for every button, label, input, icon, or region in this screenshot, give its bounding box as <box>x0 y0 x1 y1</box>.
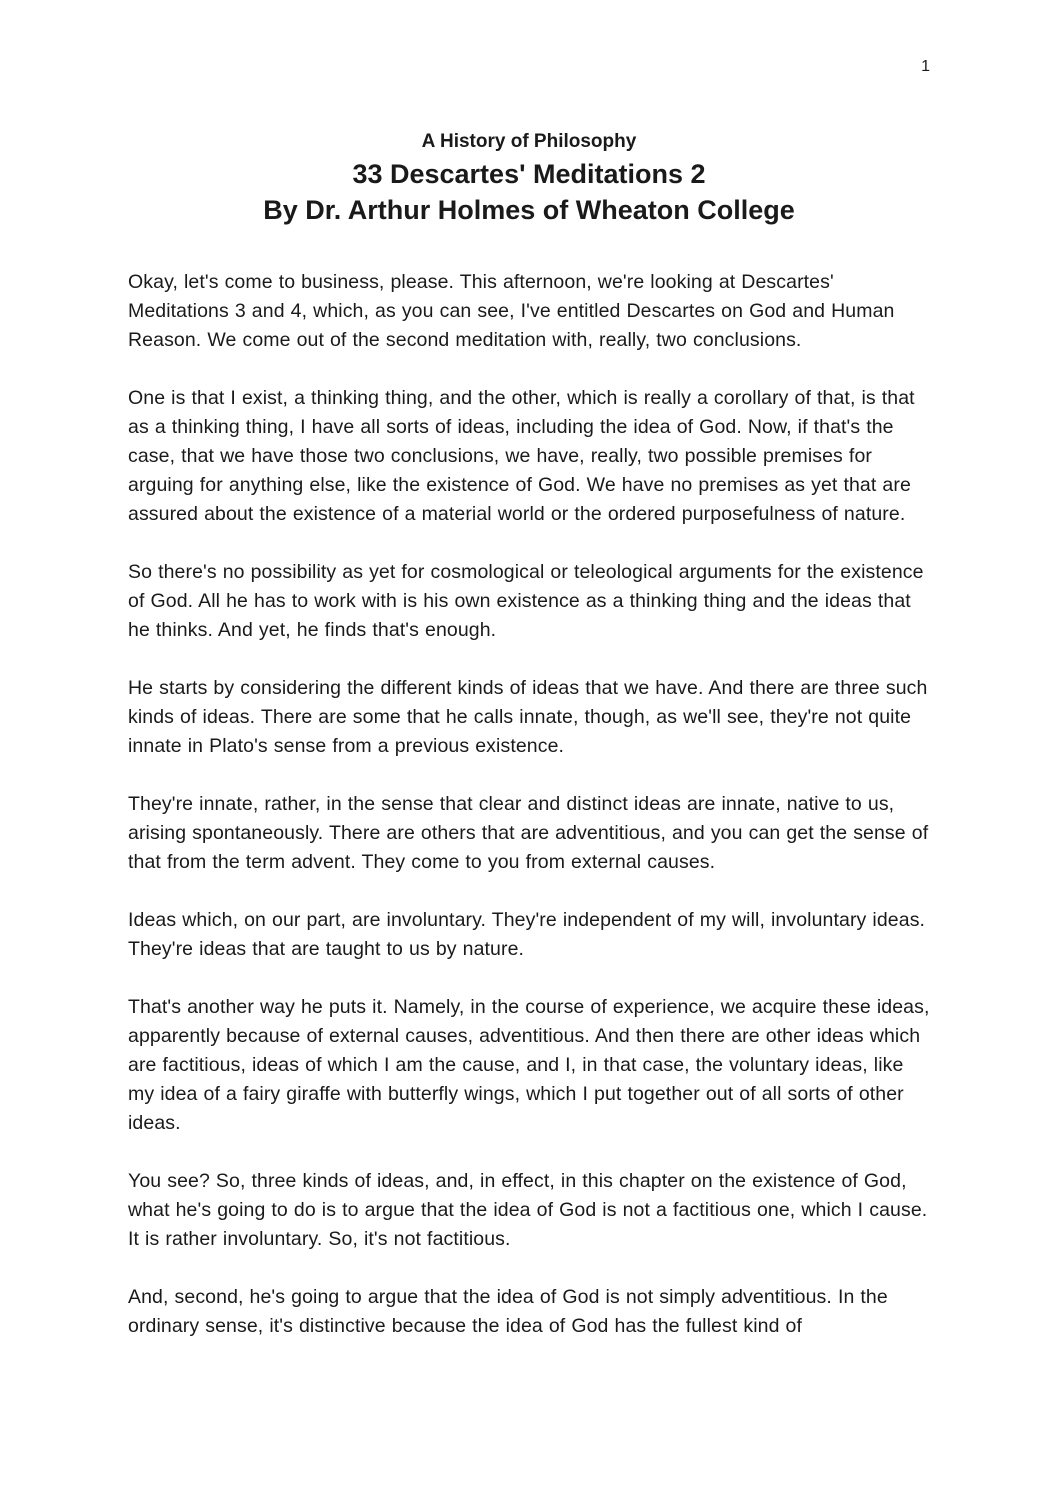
paragraph: And, second, he's going to argue that the idea of God is not simply adventitious. In the ordinary sense, it's distinctive because the idea of God has the fullest kind of <box>128 1286 888 1338</box>
paragraph: That's another way he puts it. Namely, in the course of experience, we acquire these ideas, apparently because of external causes, adventitious. And then there are other ideas which are factitious, ideas of which I am the cause, and I, in that case, the voluntary ideas, like my idea of a fairy giraffe with butterfly wings, which I put together out of all sorts of other ideas. <box>128 996 930 1135</box>
paragraph: So there's no possibility as yet for cosmological or teleological arguments for the existence of God. All he has to work with is his own existence as a thinking thing and the ideas that he thinks. And yet, he finds that's enough. <box>128 561 924 642</box>
paragraph: They're innate, rather, in the sense that clear and distinct ideas are innate, native to us, arising spontaneously. There are others that are adventitious, and you can get the sense of that from the term advent. They come to you from external causes. <box>128 793 929 874</box>
paragraphs-container <box>128 268 930 1341</box>
page-number: 1 <box>921 58 930 75</box>
title-block <box>128 128 930 228</box>
author-byline: By Dr. Arthur Holmes of Wheaton College <box>263 194 795 225</box>
paragraph: He starts by considering the different kinds of ideas that we have. And there are three such kinds of ideas. There are some that he calls innate, though, as we'll see, they're not quite innate in Plato's sense from a previous existence. <box>128 677 928 758</box>
paragraph: You see? So, three kinds of ideas, and, in effect, in this chapter on the existence of God, what he's going to do is to argue that the idea of God is not a factitious one, which I cause. It is rather involuntary. So, it's not factitious. <box>128 1170 928 1251</box>
lecture-title: 33 Descartes' Meditations 2 <box>352 158 706 189</box>
paragraph: Ideas which, on our part, are involuntary. They're independent of my will, involuntary ideas. They're ideas that are taught to us by nature. <box>128 909 926 961</box>
series-title: A History of Philosophy <box>421 131 637 152</box>
paragraph: Okay, let's come to business, please. This afternoon, we're looking at Descartes' Meditations 3 and 4, which, as you can see, I've entitled Descartes on God and Human Reason. We come out of the second meditation with, really, two conclusions. <box>128 271 895 352</box>
paragraph: One is that I exist, a thinking thing, and the other, which is really a corollary of that, is that as a thinking thing, I have all sorts of ideas, including the idea of God. Now, if that's the case, that we have those two conclusions, we have, really, two possible premises for arguing for anything else, like the existence of God. We have no premises as yet that are assured about the existence of a material world or the ordered purposefulness of nature. <box>128 387 915 526</box>
